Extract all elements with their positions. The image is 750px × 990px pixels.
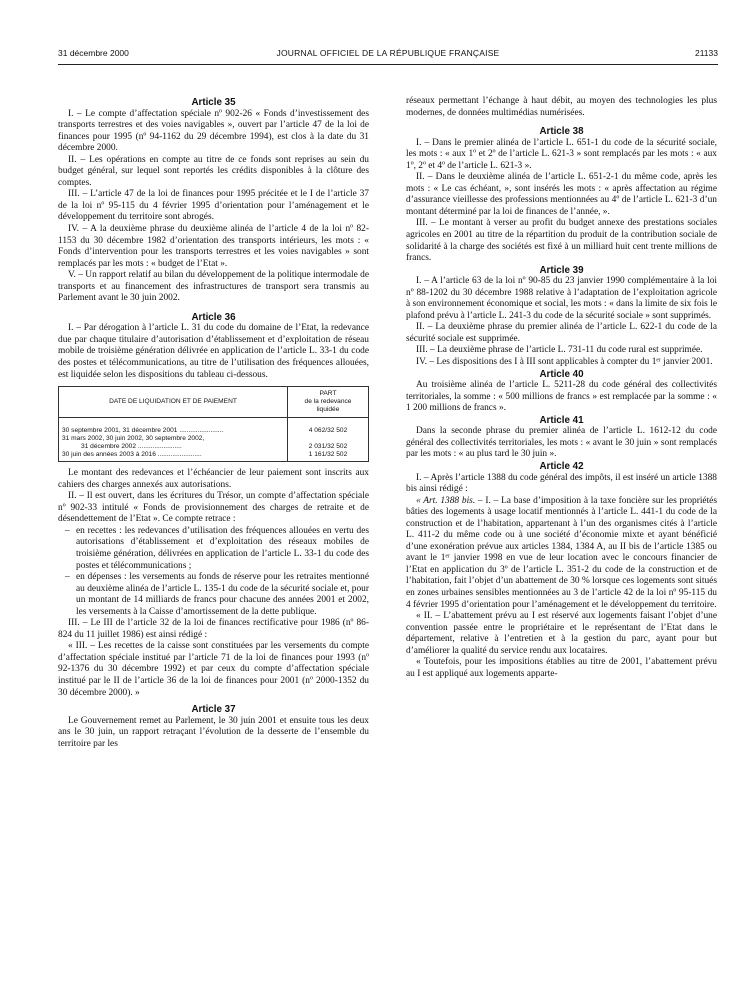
table-row: 30 juin des années 2003 à 2016 ..... 1 161/32 502 bbox=[59, 451, 369, 462]
article-37-title: Article 37 bbox=[191, 704, 236, 716]
article-42-para-2: « Art. 1388 bis. – I. – La base d’imposition à la taxe foncière sur les propriétés bâties des logements à usage locatif mentionnés à l’article L. 441-1 du code de la construction et de l’habitation, appartenant à l’un des organismes cités à l’article L. 411-2 du même code ou à une société d’économie mixte et ayant bénéficié d’une exonération prévue aux articles 1384, 1384 A, au II bis de l’article 1385 ou avant le 1ᵉʳ janvier 1998 en vue de leur location avec le concours financier de l’Etat en application du 3º de l’article L. 351-2 du code de la construction et de l’habitation, fait l’objet d’un abattement de 30 % lorsque ces logements sont situés en zones urbaines sensibles mentionnées au 3 de l’article 42 de la loi nº 95-115 du 4 février 1995 d’orientation pour l’aménagement et le développement du territoire. bbox=[406, 495, 717, 610]
article-35-title: Article 35 bbox=[191, 97, 236, 108]
table-row: 30 septembre 2001, 31 décembre 2001 ..... 4 062/32 502 bbox=[59, 427, 369, 435]
redevance-table bbox=[58, 386, 369, 462]
article-37-para-1: Le Gouvernement remet au Parlement, le 30 juin 2001 et ensuite tous les deux ans le 30 juin, un rapport retraçant l’évolution de la desserte de l’ensemble du territoire par les bbox=[58, 715, 369, 749]
header-rule bbox=[58, 64, 718, 65]
article-35-para-1: I. – Le compte d’affectation spéciale nº 902-26 « Fonds d’investissement des transports terrestres et des voies navigables », ouvert par l’article 47 de la loi de finances pour 1995 (nº 94-1162 du 29 décembre 1994), est clos à la date du 31 décembre 2000. bbox=[58, 108, 369, 154]
table-header-date: DATE DE LIQUIDATION ET DE PAIEMENT bbox=[59, 387, 288, 418]
article-36-para-5: « III. – Les recettes de la caisse sont constituées par les versements du compte d’affectation spéciale institué par l’article 71 de la loi de finances pour 1993 (nº 92-1376 du 30 décembre 1992) et par ceux du compte d’affectation spéciale institué par le II de l’article 36 de la loi de finances pour 2001 (nº 2000-1352 du 30 décembre 2000). » bbox=[58, 641, 369, 698]
page-number: 21133 bbox=[694, 48, 718, 58]
article-35-para-4: IV. – A la deuxième phrase du deuxième alinéa de l’article 4 de la loi nº 82-1153 du 30 décembre 1982 d’orientation des transports intérieurs, les mots : « Fonds d’intervention pour les transports terrestres et les voies navigables » sont remplacés par les mots : « budget de l’Etat ». bbox=[58, 224, 369, 269]
article-36-para-1: I. – Par dérogation à l’article L. 31 du code du domaine de l’Etat, la redevance due par chaque titulaire d’autorisation d’établissement et d’exploitation de réseau mobile de troisième génération délivrée en application de l’article L. 33-1 du code des postes et télécommunications, au titre de l’utilisation des fréquences allouées, est liquidée selon les dispositions du tableau ci-dessous. bbox=[58, 323, 369, 380]
article-35-para-3: III. – L’article 47 de la loi de finances pour 1995 précitée et le I de l’article 37 de la loi nº 95-115 du 4 février 1995 d’orientation pour l’aménagement et le développement du territoire sont abrogés. bbox=[58, 189, 369, 223]
article-36-para-2: Le montant des redevances et l’échéancier de leur paiement sont inscrits aux cahiers des charges annexés aux autorisations. bbox=[58, 468, 369, 490]
article-40-title: Article 40 bbox=[539, 368, 584, 380]
article-38-title: Article 38 bbox=[539, 126, 584, 138]
article-39-para-3: III. – La deuxième phrase de l’article L. 731-11 du code rural est supprimée. bbox=[416, 345, 703, 356]
table-row: 31 mars 2002, 30 juin 2002, 30 septembre 2002, bbox=[59, 435, 369, 443]
article-38-para-3: III. – Le montant à verser au profit du budget annexe des prestations sociales agricoles en 2001 au titre de la répartition du produit de la contribution sociale de solidarité à la charge des sociétés est fixé à un milliard huit cent trente millions de francs. bbox=[406, 218, 717, 264]
journal-title: JOURNAL OFFICIEL DE LA RÉPUBLIQUE FRANÇAISE bbox=[276, 48, 500, 58]
article-35-para-5: V. – Un rapport relatif au bilan du développement de la politique intermodale de transports et au financement des infrastructures de transport sera transmis au Parlement avant le 30 juin 2002. bbox=[58, 270, 369, 304]
article-40-para-1: Au troisième alinéa de l’article L. 5211-28 du code général des collectivités territoriales, la somme : « 500 millions de francs » est remplacée par la somme : « 1 200 millions de francs ». bbox=[406, 380, 717, 414]
list-item: – en recettes : les redevances d’utilisation des fréquences allouées en vertu des autorisations d’établissement et d’exploitation des réseaux mobiles de troisième génération, délivrées en application de l’article L. 33-1 du code des postes et télécommunications ; bbox=[76, 526, 369, 572]
article-39-para-4: IV. – Les dispositions des I à III sont applicables à compter du 1ᵉʳ janvier 2001. bbox=[416, 357, 713, 368]
article-42-para-4: « Toutefois, pour les impositions établies au titre de 2001, l’abattement prévu au I est appliqué aux logements apparte- bbox=[406, 657, 717, 679]
list-item: – en dépenses : les versements au fonds de réserve pour les retraites mentionné au deuxième alinéa de l’article L. 135-1 du code de la sécurité sociale et, pour un montant de 14 milliards de francs pour chacune des années 2001 et 2002, les versements à la Caisse d’amortissement de la dette publique. bbox=[76, 572, 369, 618]
article-41-para-1: Dans la seconde phrase du premier alinéa de l’article L. 1612-12 du code général des collectivités territoriales, les mots : « avant le 30 juin » sont remplacés par les mots : « au plus tard le 30 juin ». bbox=[406, 426, 717, 460]
article-38-para-1: I. – Dans le premier alinéa de l’article L. 651-1 du code de la sécurité sociale, les mots : « aux 1º et 2º de l’article L. 621-3 » sont remplacés par les mots : « aux 1º, 2º et 4º de l’article L. 621-3 ». bbox=[406, 137, 717, 171]
article-39-para-1: I. – A l’article 63 de la loi nº 90-85 du 23 janvier 1990 complémentaire à la loi nº 88-1202 du 30 décembre 1988 relative à l’adaptation de l’exploitation agricole à son environnement économique et social, les mots : « dans la limite de six fois le plafond prévu à l’article L. 241-3 du code de la sécurité sociale » sont supprimés. bbox=[406, 276, 717, 321]
article-41-title: Article 41 bbox=[539, 414, 584, 426]
left-column bbox=[58, 97, 369, 750]
table-row: 31 décembre 2002 ..... 2 031/32 502 bbox=[59, 443, 369, 451]
article-39-title: Article 39 bbox=[539, 264, 584, 276]
header-date: 31 décembre 2000 bbox=[58, 48, 129, 58]
article-35-para-2: II. – Les opérations en compte au titre de ce fonds sont reprises au sein du budget général, sur lequel sont reportés les crédits disponibles à la clôture des comptes. bbox=[58, 154, 369, 188]
page-header bbox=[58, 48, 718, 62]
article-42-para-1: I. – Après l’article 1388 du code général des impôts, il est inséré un article 1388 bis ainsi rédigé : bbox=[406, 472, 717, 495]
article-36-para-4: III. – Le III de l’article 32 de la loi de finances rectificative pour 1986 (nº 86-824 du 11 juillet 1986) est ainsi rédigé : bbox=[58, 618, 369, 640]
article-36-title: Article 36 bbox=[191, 311, 236, 323]
article-37-para-1-cont: réseaux permettant l’échange à haut débit, au moyen des technologies les plus modernes, de données multimédias numérisées. bbox=[406, 96, 717, 118]
article-42-title: Article 42 bbox=[539, 460, 584, 472]
right-column bbox=[406, 96, 717, 680]
article-42-para-3: « II. – L’abattement prévu au I est réservé aux logements faisant l’objet d’une convention passée entre le propriétaire et le représentant de l’Etat dans le département, relative à l’entretien et à la gestion du parc, ayant pour but d’améliorer la qualité du service rendu aux locataires. bbox=[406, 611, 717, 656]
article-36-para-3: II. – Il est ouvert, dans les écritures du Trésor, un compte d’affectation spéciale nº 902-33 intitulé « Fonds de provisionnement des charges de retraite et de désendettement de l’Etat ». Ce compte retrace : bbox=[58, 491, 369, 525]
article-39-para-2: II. – La deuxième phrase du premier alinéa de l’article L. 622-1 du code de la sécurité sociale est supprimée. bbox=[406, 322, 717, 344]
table-header-part: PART de la redevance liquidée bbox=[288, 387, 369, 418]
article-42-art-lead: « Art. 1388 bis. – bbox=[416, 495, 483, 506]
article-38-para-2: II. – Dans le deuxième alinéa de l’article L. 651-2-1 du même code, après les mots : « Le cas échéant, », sont insérés les mots : « après affectation au régime d’assurance vieillesse des professions mentionnées au 4º de l’article L. 621-3 d’un montant déterminé par la loi de finances de l’année, ». bbox=[406, 172, 717, 217]
article-36-list bbox=[58, 526, 369, 618]
